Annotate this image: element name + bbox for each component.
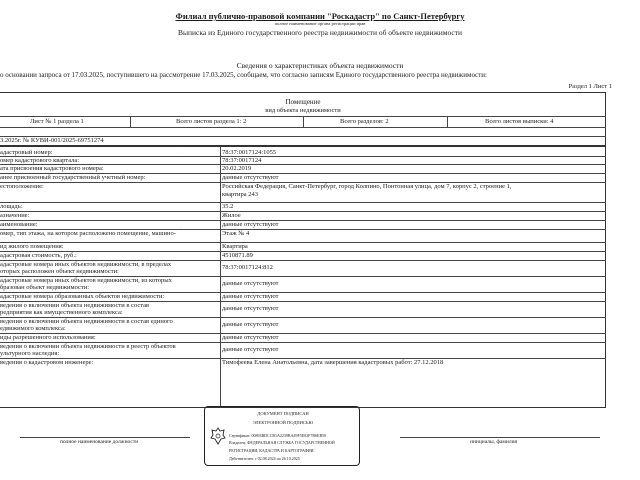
row-value: Жилое [222, 212, 241, 219]
scan-ghost-mark: · [180, 300, 182, 306]
stamp-owner-2: РЕГИСТРАЦИИ, КАДАСТРА И КАРТОГРАФИИ [229, 448, 314, 453]
position-caption: полное наименование должности [60, 439, 139, 445]
row-label: лощадь: [0, 203, 23, 210]
basis-text: о основании запроса от 17.03.2025, поступившего на рассмотрение 17.03.2025, сообщаем, что согласно записям Единого государственного реестра недвижимости: [0, 71, 487, 79]
stamp-line-1: ДОКУМЕНТ ПОДПИСАН [257, 411, 309, 416]
row-label: ведения о включении объекта недвижимости в состав [0, 302, 150, 309]
object-type-caption: вид объекта недвижимости [265, 107, 341, 114]
org-name: Филиал публично-правовой компании "Роскадастр" по Санкт-Петербургу [175, 11, 465, 21]
request-info: 3.2025г. № КУВИ-001/2025-69751274 [0, 137, 104, 144]
table-row [0, 261, 606, 277]
row-label: адастровые номера образованных объектов недвижимости: [0, 293, 165, 300]
row-value: данные отсутствуют [222, 334, 279, 341]
stamp-owner: Владелец: ФЕДЕРАЛЬНАЯ СЛУЖБА ГОСУДАРСТВЕННОЙ [229, 440, 335, 445]
org-caption: полное наименование органа регистрации прав [274, 21, 366, 26]
stamp-line-2: ЭЛЕКТРОННОЙ ПОДПИСЬЮ [252, 420, 314, 425]
sheet-label: Раздел 1 Лист 1 [568, 83, 612, 90]
object-type: Помещение [285, 98, 321, 106]
row-label-continued: оторых расположен объект недвижимости: [0, 268, 119, 275]
sheets-in-section: Всего листов раздела 1: 2 [176, 118, 247, 125]
scan-ghost-mark: · [180, 150, 182, 156]
row-label: ведения о включении объекта недвижимости в состав единого [0, 318, 173, 325]
section-title: Сведения о характеристиках объекта недвижимости [236, 61, 404, 70]
row-value: 20.02.2019 [222, 165, 252, 172]
sections-total: Всего разделов: 2 [340, 118, 389, 125]
document-title: Выписка из Единого государственного реестра недвижимости об объекте недвижимости [177, 28, 463, 37]
row-label: азначение: [0, 212, 30, 219]
row-value: 78:37:0017124:1055 [222, 149, 277, 156]
row-value: 35.2 [222, 203, 234, 210]
coat-of-arms-icon [210, 427, 226, 445]
row-label: адастровые номера иных объектов недвижимости, в пределах [0, 261, 172, 268]
row-value: данные отсутствуют [222, 321, 279, 328]
scan-ghost-mark: · [180, 225, 182, 231]
row-label: ид жилого помещения: [0, 243, 64, 250]
row-label: омер кадастрового квартала: [0, 157, 80, 164]
row-label-continued: ультурного наследия: [0, 350, 60, 357]
sheets-total: Всего листов выписки: 4 [485, 118, 554, 125]
row-label-continued: редприятия как имущественного комплекса: [0, 309, 123, 316]
row-value: данные отсутствуют [222, 293, 279, 300]
table-row [0, 183, 606, 203]
row-label: ведения о включении объекта недвижимости в реестр объектов [0, 343, 176, 350]
table-row [0, 302, 606, 318]
row-label: адастровый номер: [0, 149, 53, 156]
row-value: 78:37:0017124 [222, 157, 262, 164]
stamp-validity: Действителен: с 02.08.2024 по 26.10.2025 [229, 456, 300, 461]
row-label: адастровые номера иных объектов недвижимости, из которых [0, 277, 172, 284]
row-value: Тимофеева Елена Анатольевна, дата завершения кадастровых работ: 27.12.2018 [222, 359, 444, 366]
row-value: данные отсутствуют [222, 221, 279, 228]
table-row [0, 359, 606, 369]
row-label: аименование: [0, 221, 38, 228]
row-value: Этаж № 4 [222, 230, 250, 237]
row-value: данные отсутствуют [222, 280, 279, 287]
row-value: данные отсутствуют [222, 305, 279, 312]
row-value: данные отсутствуют [222, 346, 279, 353]
stamp-certificate: Сертификат: 00893BDCCB1A2239BA49F5E02F7B6EB50 [229, 433, 327, 438]
row-label: ведения о кадастровом инженере: [0, 359, 94, 366]
table-row [0, 277, 606, 293]
table-row [0, 318, 606, 334]
row-label: иды разрешенного использования: [0, 334, 96, 341]
electronic-signature-stamp [204, 406, 360, 466]
row-label: омер, тип этажа, на котором расположено помещение, машино- [0, 230, 176, 237]
name-caption: инициалы, фамилия [470, 439, 518, 445]
row-value: Российская Федерация, Санкт-Петербург, город Колпино, Понтонная улица, дом 7, корпус 2, строение 1, [222, 183, 512, 190]
row-value: 78:37:0017124:812 [222, 264, 273, 271]
row-value: данные отсутствуют [222, 174, 279, 181]
row-label: естоположение: [0, 183, 44, 190]
row-value: Квартира [222, 243, 248, 250]
row-label-continued: бразован объект недвижимости: [0, 284, 90, 291]
row-label: анее присвоенный государственный учетный номер: [0, 174, 146, 181]
sheet-number: Лист № 1 раздела 1 [30, 118, 84, 125]
row-label-continued: едвижимого комплекса: [0, 325, 66, 332]
table-row [0, 343, 606, 359]
row-label: ата присвоения кадастрового номера: [0, 165, 104, 172]
row-value-continued: квартира 243 [222, 191, 259, 198]
row-value: 4510871.89 [222, 252, 253, 259]
row-label: адастровая стоимость, руб.: [0, 252, 77, 259]
